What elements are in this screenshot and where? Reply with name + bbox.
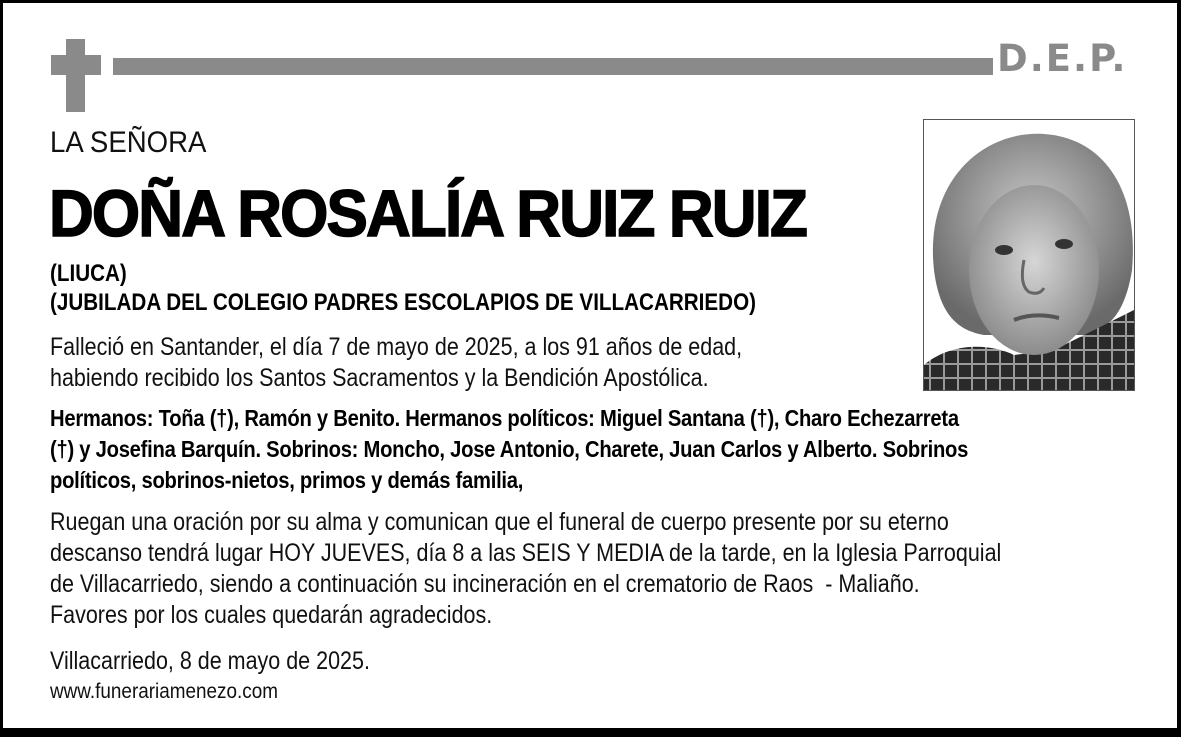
family-line: políticos, sobrinos-nietos, primos y demás familia, [50,467,524,493]
family-line: Hermanos: Toña (†), Ramón y Benito. Hermanos políticos: Miguel Santana (†), Charo Echezarreta [50,405,959,431]
funeral-details [50,507,1001,631]
family-line: (†) y Josefina Barquín. Sobrinos: Moncho, Jose Antonio, Charete, Juan Carlos y Alberto. Sobrinos [50,436,969,462]
website-link[interactable]: www.funerariamenezo.com [50,680,278,703]
deceased-name: DOÑA ROSALÍA RUIZ RUIZ [49,176,807,250]
death-notice-line: habiendo recibido los Santos Sacramentos y la Bendición Apostólica. [50,364,709,392]
header-rule [113,58,993,75]
funeral-line: de Villacarriedo, siendo a continuación su incineración en el crematorio de Raos - Maliaño. [50,570,920,598]
death-notice-line: Falleció en Santander, el día 7 de mayo de 2025, a los 91 años de edad, [50,333,743,361]
family-list [50,403,1125,496]
dep-label: D.E.P. [997,37,1128,80]
place-date: Villacarriedo, 8 de mayo de 2025. [50,647,370,675]
honorific-label: LA SEÑORA [50,126,207,159]
occupation: (JUBILADA DEL COLEGIO PADRES ESCOLAPIOS DE VILLACARRIEDO) [50,289,757,316]
portrait-placeholder-icon [924,120,1134,390]
cross-icon [66,39,85,112]
funeral-line: Ruegan una oración por su alma y comunican que el funeral de cuerpo presente por su eterno [50,508,949,536]
funeral-line: descanso tendrá lugar HOY JUEVES, día 8 a las SEIS Y MEDIA de la tarde, en la Iglesia Parroquial [50,539,1002,567]
nickname: (LIUCA) [50,260,127,287]
portrait-photo [923,119,1135,391]
cross-icon-arm [51,55,101,75]
funeral-line: Favores por los cuales quedarán agradecidos. [50,601,493,629]
death-notice [50,332,742,394]
